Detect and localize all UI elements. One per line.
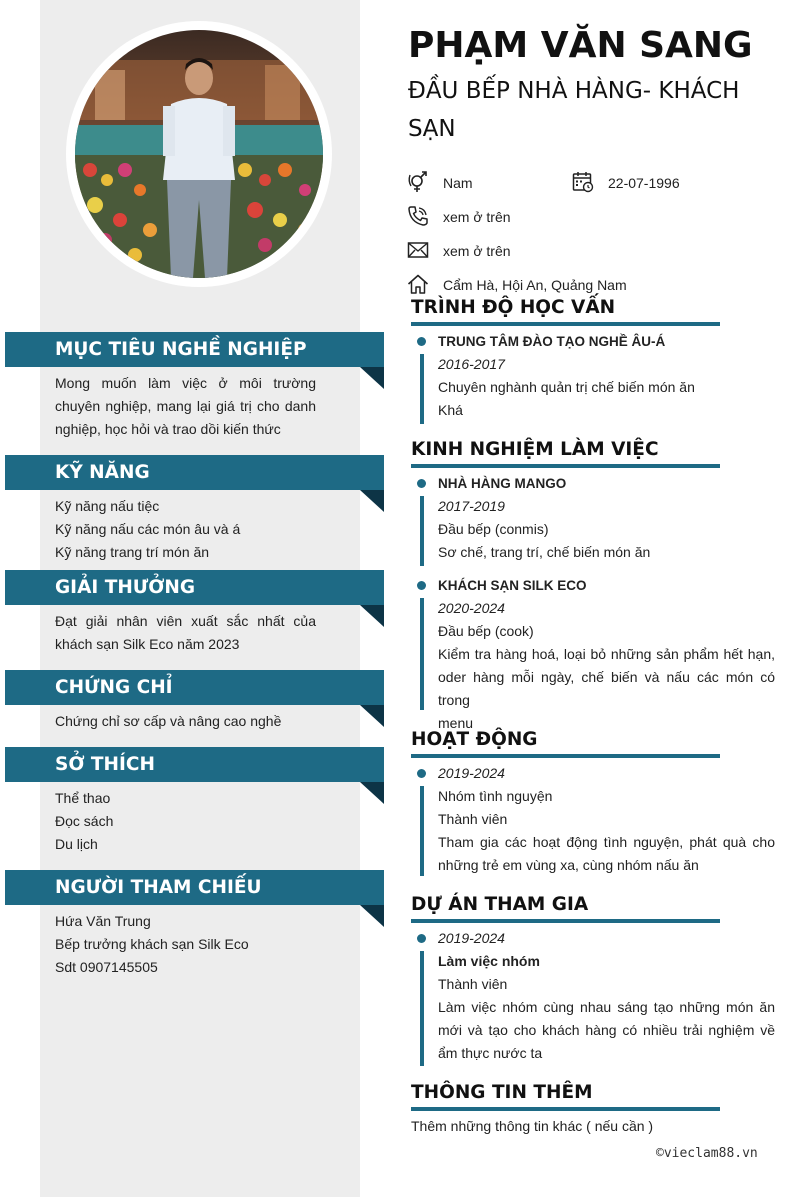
activity-desc-line: Tham gia các hoạt động tình nguyện, phát quà cho <box>438 834 775 850</box>
address-value: Cẩm Hà, Hội An, Quảng Nam <box>443 277 627 293</box>
hobby-item: Du lịch <box>55 836 98 852</box>
skills-heading-fold <box>360 490 384 512</box>
extra-text: Thêm những thông tin khác ( nếu cần ) <box>411 1118 654 1134</box>
email-value: xem ở trên <box>443 243 511 259</box>
timeline-line <box>420 951 424 1066</box>
timeline-line <box>420 496 424 566</box>
timeline-line <box>420 598 424 710</box>
education-heading: TRÌNH ĐỘ HỌC VẤN <box>411 295 720 326</box>
timeline-dot <box>417 337 426 346</box>
objective-text <box>55 372 316 441</box>
experience-entry <box>438 472 775 564</box>
experience-entry <box>438 574 775 735</box>
objective-line: nghiệp, học hỏi và trao dồi kiến thức <box>55 421 281 437</box>
objective-heading-fold <box>360 367 384 389</box>
projects-heading: DỰ ÁN THAM GIA <box>411 892 720 923</box>
skills-list <box>55 495 316 564</box>
job-title: ĐẦU BẾP NHÀ HÀNG- KHÁCH SẠN <box>408 78 740 142</box>
avatar <box>75 30 323 278</box>
hobbies-list <box>55 787 316 856</box>
project-name: Làm việc nhóm <box>438 953 540 969</box>
skills-heading: KỸ NĂNG <box>5 455 384 490</box>
references-heading: NGƯỜI THAM CHIẾU <box>5 870 384 905</box>
reference-item: Hứa Văn Trung <box>55 913 151 929</box>
activity-desc <box>438 831 775 877</box>
awards-heading-fold <box>360 605 384 627</box>
certificates-heading-fold <box>360 705 384 727</box>
references-heading-fold <box>360 905 384 927</box>
hobby-item: Thể thao <box>55 790 111 806</box>
education-grade: Khá <box>438 402 463 418</box>
extra-heading: THÔNG TIN THÊM <box>411 1080 720 1111</box>
experience-period: 2017-2019 <box>438 498 505 514</box>
hobbies-heading: SỞ THÍCH <box>5 747 384 782</box>
project-role: Thành viên <box>438 976 508 992</box>
education-entry <box>438 330 775 422</box>
skill-item: Kỹ năng nấu tiệc <box>55 498 160 514</box>
experience-desc-line: oder hàng mỗi ngày, chế biến và nấu các món có trong <box>438 669 775 708</box>
experience-heading: KINH NGHIỆM LÀM VIỆC <box>411 437 720 468</box>
activities-heading: HOẠT ĐỘNG <box>411 727 720 758</box>
experience-desc-line: menu <box>438 715 474 731</box>
timeline-line <box>420 354 424 424</box>
project-desc-line: Làm việc nhóm cùng nhau sáng tạo những món ăn <box>438 999 775 1015</box>
calendar-icon <box>572 171 594 193</box>
reference-item: Sdt 0907145505 <box>55 959 158 975</box>
award-line: khách sạn Silk Eco năm 2023 <box>55 636 240 652</box>
hobby-item: Đọc sách <box>55 813 114 829</box>
hobbies-heading-fold <box>360 782 384 804</box>
certificate-item: Chứng chỉ sơ cấp và nâng cao nghề <box>55 713 282 729</box>
timeline-line <box>420 786 424 876</box>
home-icon <box>407 273 429 295</box>
project-period: 2019-2024 <box>438 930 505 946</box>
experience-org: NHÀ HÀNG MANGO <box>438 476 567 491</box>
watermark: ©vieclam88.vn <box>656 1146 758 1161</box>
objective-line: Mong muốn làm việc ở môi trường <box>55 375 316 391</box>
phone-value: xem ở trên <box>443 209 511 225</box>
experience-org: KHÁCH SẠN SILK ECO <box>438 578 587 593</box>
experience-position: Đầu bếp (cook) <box>438 623 534 639</box>
award-line: Đạt giải nhân viên xuất sắc nhất của <box>55 613 316 629</box>
candidate-name: PHẠM VĂN SANG <box>408 25 753 66</box>
project-desc <box>438 996 775 1065</box>
activity-entry <box>438 762 775 877</box>
objective-line: chuyên nghiệp, mang lại giá trị cho danh <box>55 398 316 414</box>
certificates-heading: CHỨNG CHỈ <box>5 670 384 705</box>
timeline-dot <box>417 769 426 778</box>
timeline-dot <box>417 479 426 488</box>
birthday-value: 22-07-1996 <box>608 175 680 191</box>
gender-value: Nam <box>443 175 473 191</box>
awards-heading: GIẢI THƯỞNG <box>5 570 384 605</box>
timeline-dot <box>417 581 426 590</box>
mail-icon <box>407 239 429 261</box>
experience-desc: Sơ chế, trang trí, chế biến món ăn <box>438 544 651 560</box>
gender-icon <box>407 171 429 193</box>
education-major: Chuyên nghành quản trị chế biến món ăn <box>438 379 695 395</box>
project-desc-line: ẩm thực nước ta <box>438 1045 543 1061</box>
project-entry <box>438 927 775 1065</box>
activity-period: 2019-2024 <box>438 765 505 781</box>
experience-period: 2020-2024 <box>438 600 505 616</box>
experience-desc-line: Kiểm tra hàng hoá, loại bỏ những sản phẩm hết hạn, <box>438 646 775 662</box>
experience-position: Đầu bếp (conmis) <box>438 521 549 537</box>
phone-icon <box>407 205 429 227</box>
objective-heading: MỤC TIÊU NGHỀ NGHIỆP <box>5 332 384 367</box>
skill-item: Kỹ năng nấu các món âu và á <box>55 521 241 537</box>
certificates-list <box>55 710 316 733</box>
skill-item: Kỹ năng trang trí món ăn <box>55 544 210 560</box>
project-desc-line: mới và tạo cho khách hàng có nhiều trải nghiệm về <box>438 1022 775 1038</box>
avatar-frame <box>66 21 332 287</box>
experience-desc <box>438 643 775 735</box>
education-org: TRUNG TÂM ĐÀO TẠO NGHỀ ÂU-Á <box>438 334 666 349</box>
timeline-dot <box>417 934 426 943</box>
activity-desc-line: những trẻ em vùng xa, cùng nhóm nấu ăn <box>438 857 699 873</box>
activity-org: Nhóm tình nguyện <box>438 788 553 804</box>
awards-text <box>55 610 316 656</box>
activity-role: Thành viên <box>438 811 508 827</box>
education-period: 2016-2017 <box>438 356 505 372</box>
reference-item: Bếp trưởng khách sạn Silk Eco <box>55 936 249 952</box>
references-list <box>55 910 316 979</box>
